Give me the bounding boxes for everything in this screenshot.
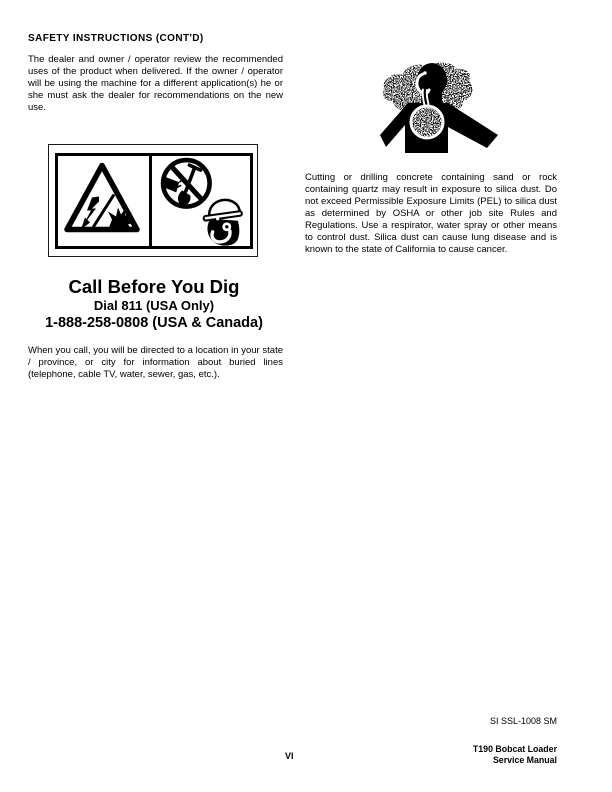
phone-person-icon bbox=[203, 198, 242, 246]
no-digging-icon bbox=[163, 160, 210, 207]
electrical-explosion-hazard-icon bbox=[58, 156, 149, 246]
page-title: SAFETY INSTRUCTIONS (CONT'D) bbox=[28, 33, 204, 44]
intro-paragraph: The dealer and owner / operator review the recommended uses of the product when delivered. If the owner / operator will be using the machine for a different application(s) he or she must ask the dealer for recommendations on the new use. bbox=[28, 54, 283, 113]
manual-subtitle: Service Manual bbox=[492, 755, 557, 765]
lung-dust-circle bbox=[413, 108, 442, 137]
document-code: SI SSL-1008 SM bbox=[489, 716, 557, 726]
manual-title: T190 Bobcat Loader bbox=[472, 744, 557, 754]
decal-panel-instruction bbox=[152, 153, 253, 249]
no-dig-and-phone-icon bbox=[152, 156, 250, 246]
call-before-dig-decal bbox=[48, 144, 258, 257]
silica-dust-icon bbox=[378, 60, 502, 155]
silica-paragraph: Cutting or drilling concrete containing sand or rock containing quartz may result in exposure to silica dust. Do not exceed Permissible Exposure Limits (PEL) to silica dust as determined by OSHA or other job site Rules and Regulations. Use a respirator, water spray or other means to control dust. Silica dust can cause lung disease and is known to the state of California to cause cancer. bbox=[305, 172, 557, 255]
decal-panel-hazard bbox=[55, 153, 152, 249]
dial-811-line: Dial 811 (USA Only) bbox=[93, 298, 215, 313]
decal-panels bbox=[55, 153, 253, 249]
page-number: VI bbox=[285, 751, 294, 761]
call-info-paragraph: When you call, you will be directed to a location in your state / province, or city for information about buried lines (telephone, cable TV, water, sewer, gas, etc.). bbox=[28, 345, 283, 380]
call-heading: Call Before You Dig bbox=[68, 276, 240, 297]
phone-number-line: 1-888-258-0808 (USA & Canada) bbox=[45, 315, 263, 331]
manual-title-block bbox=[377, 744, 557, 766]
call-before-you-dig-block bbox=[28, 275, 280, 332]
